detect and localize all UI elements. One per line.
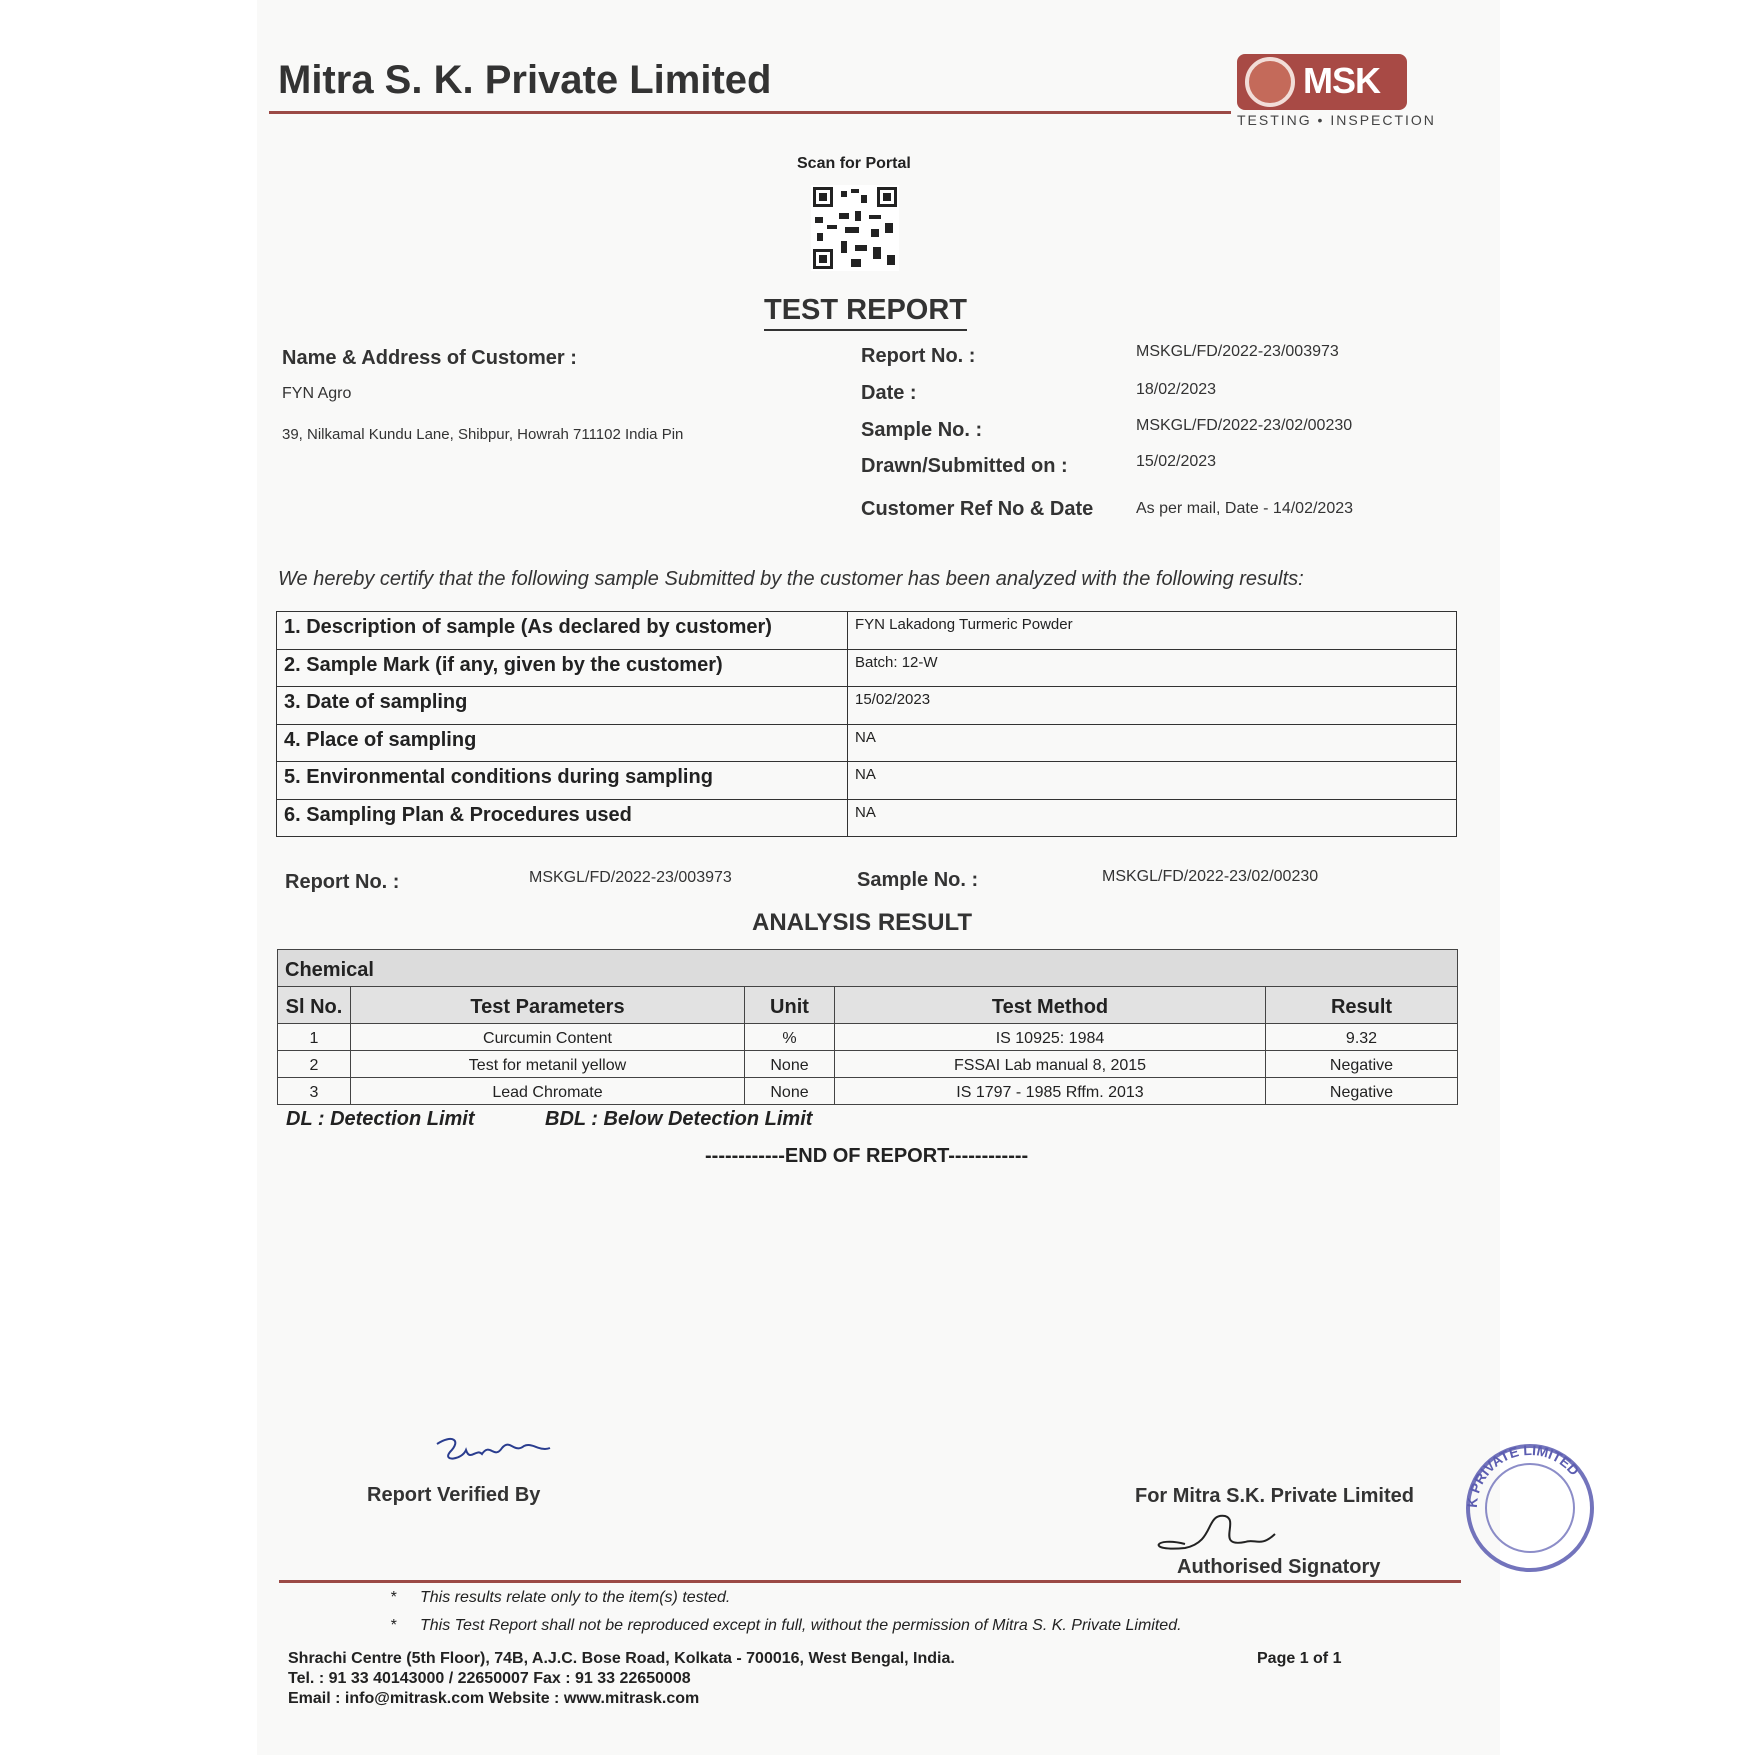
sample-no-label: Sample No. : — [861, 419, 983, 441]
footer-phone: Tel. : 91 33 40143000 / 22650007 Fax : 91 33 22650008 — [288, 1670, 691, 1687]
analysis-table — [277, 949, 1458, 1105]
qr-label: Scan for Portal — [797, 155, 911, 172]
section-row: Chemical — [278, 950, 1458, 987]
table-cell: IS 1797 - 1985 Rffm. 2013 — [835, 1078, 1266, 1105]
table-row: 2. Sample Mark (if any, given by the customer) Batch: 12-W — [277, 649, 1457, 687]
table-cell: 3 — [278, 1078, 351, 1105]
customer-address: 39, Nilkamal Kundu Lane, Shibpur, Howrah 711102 India Pin — [282, 426, 684, 443]
date-label: Date : — [861, 382, 917, 404]
note-reproduction: This Test Report shall not be reproduced except in full, without the permission of Mitra S. K. Private Limited. — [420, 1617, 1182, 1634]
note-results: This results relate only to the item(s) tested. — [420, 1589, 731, 1606]
ref-report-value: MSKGL/FD/2022-23/003973 — [529, 869, 732, 886]
end-of-report: ------------END OF REPORT------------ — [705, 1145, 1029, 1167]
note-bullet: * — [390, 1589, 397, 1606]
stamp-text: K PRIVATE LIMITED — [1463, 1441, 1583, 1509]
table-cell: % — [745, 1024, 835, 1051]
analysis-title: ANALYSIS RESULT — [752, 909, 973, 936]
report-no-value: MSKGL/FD/2022-23/003973 — [1136, 343, 1339, 360]
logo-tagline: TESTING • INSPECTION — [1237, 112, 1436, 128]
table-row: 6. Sampling Plan & Procedures used NA — [277, 799, 1457, 837]
table-row: 1. Description of sample (As declared by customer) FYN Lakadong Turmeric Powder — [277, 612, 1457, 650]
authorised-signature — [1145, 1508, 1305, 1553]
table-cell: None — [745, 1051, 835, 1078]
customer-ref-label: Customer Ref No & Date — [861, 498, 1094, 520]
drawn-label: Drawn/Submitted on : — [861, 455, 1068, 477]
qr-code[interactable] — [811, 185, 899, 271]
drawn-value: 15/02/2023 — [1136, 453, 1217, 470]
footer-contact: Email : info@mitrask.com Website : www.mitrask.com — [288, 1690, 700, 1707]
ref-sample-label: Sample No. : — [857, 869, 979, 891]
table-row: 5. Environmental conditions during sampling NA — [277, 762, 1457, 800]
footer-address: Shrachi Centre (5th Floor), 74B, A.J.C. Bose Road, Kolkata - 700016, West Bengal, India. — [288, 1650, 955, 1667]
table-cell: Curcumin Content — [351, 1024, 745, 1051]
table-cell: Negative — [1266, 1051, 1458, 1078]
company-stamp — [1455, 1440, 1605, 1575]
certification-statement: We hereby certify that the following sample Submitted by the customer has been analyzed with the following results: — [278, 568, 1304, 590]
sample-info-table — [276, 611, 1457, 837]
ref-sample-value: MSKGL/FD/2022-23/02/00230 — [1102, 868, 1319, 885]
customer-label: Name & Address of Customer : — [282, 347, 577, 369]
company-name: Mitra S. K. Private Limited — [278, 58, 772, 102]
table-cell: FSSAI Lab manual 8, 2015 — [835, 1051, 1266, 1078]
logo-seal-icon — [1245, 57, 1295, 107]
logo-text: MSK — [1303, 60, 1380, 101]
table-cell: 2 — [278, 1051, 351, 1078]
table-row — [278, 1051, 1458, 1078]
verified-by-label: Report Verified By — [367, 1484, 541, 1506]
customer-name: FYN Agro — [282, 385, 352, 402]
table-cell: 9.32 — [1266, 1024, 1458, 1051]
for-company-label: For Mitra S.K. Private Limited — [1135, 1485, 1414, 1507]
sample-no-value: MSKGL/FD/2022-23/02/00230 — [1136, 417, 1353, 434]
table-cell: IS 10925: 1984 — [835, 1024, 1266, 1051]
company-logo — [1237, 54, 1407, 110]
table-row — [278, 1078, 1458, 1105]
customer-ref-value: As per mail, Date - 14/02/2023 — [1136, 500, 1354, 517]
header-row: Sl No. Test Parameters Unit Test Method Result — [278, 987, 1458, 1024]
document-title: TEST REPORT — [764, 294, 967, 331]
footer-divider — [279, 1580, 1461, 1583]
date-value: 18/02/2023 — [1136, 381, 1217, 398]
report-no-label: Report No. : — [861, 345, 976, 367]
table-cell: Test for metanil yellow — [351, 1051, 745, 1078]
bdl-legend: BDL : Below Detection Limit — [545, 1108, 813, 1130]
table-row — [278, 1024, 1458, 1051]
page-number: Page 1 of 1 — [1257, 1650, 1342, 1667]
table-cell: None — [745, 1078, 835, 1105]
table-cell: Negative — [1266, 1078, 1458, 1105]
svg-text:K PRIVATE LIMITED — [1464, 1442, 1583, 1508]
table-cell: Lead Chromate — [351, 1078, 745, 1105]
table-row: 3. Date of sampling 15/02/2023 — [277, 687, 1457, 725]
verifier-signature — [432, 1432, 557, 1474]
table-row: 4. Place of sampling NA — [277, 724, 1457, 762]
note-bullet: * — [390, 1617, 397, 1634]
ref-report-label: Report No. : — [285, 871, 400, 893]
header-divider — [269, 111, 1231, 114]
table-cell: 1 — [278, 1024, 351, 1051]
dl-legend: DL : Detection Limit — [286, 1108, 475, 1130]
authorised-signatory-label: Authorised Signatory — [1177, 1556, 1381, 1578]
